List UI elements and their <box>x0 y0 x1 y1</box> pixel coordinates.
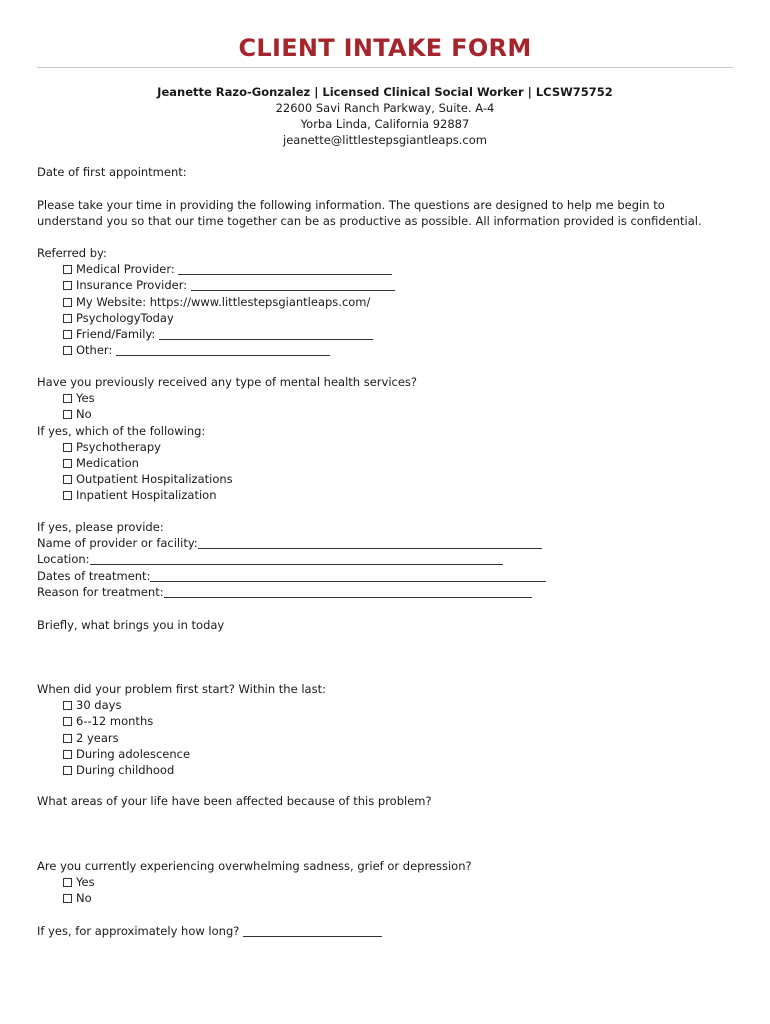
referral-option-website[interactable]: My Website: https://www.littlestepsgiantleaps.com/ <box>37 294 733 310</box>
other-referral-field[interactable] <box>116 343 330 356</box>
checkbox-icon[interactable] <box>63 298 72 307</box>
provider-name-field[interactable] <box>198 536 542 549</box>
intro-paragraph: Please take your time in providing the following information. The questions are designed to help me begin to understand you so that our time together can be as productive as possible. All information provided is confidential. <box>37 198 702 229</box>
checkbox-icon[interactable] <box>63 410 72 419</box>
form-title: CLIENT INTAKE FORM <box>238 34 532 62</box>
checkbox-icon[interactable] <box>63 475 72 484</box>
areas-affected-question: What areas of your life have been affected because of this problem? <box>37 794 432 808</box>
first-appointment-label: Date of first appointment: <box>37 165 187 179</box>
problem-start-6-12-months[interactable]: 6--12 months <box>37 713 733 729</box>
sadness-yes[interactable]: Yes <box>37 874 733 890</box>
reason-for-treatment-field[interactable] <box>164 585 532 598</box>
service-psychotherapy[interactable]: Psychotherapy <box>37 439 733 455</box>
problem-start-adolescence[interactable]: During adolescence <box>37 746 733 762</box>
dates-row: Dates of treatment: <box>37 568 733 584</box>
title-divider <box>37 67 733 68</box>
checkbox-icon[interactable] <box>63 314 72 323</box>
checkbox-icon[interactable] <box>63 701 72 710</box>
checkbox-icon[interactable] <box>63 265 72 274</box>
referral-option-medical[interactable]: Medical Provider: <box>37 261 733 277</box>
checkbox-icon[interactable] <box>63 878 72 887</box>
brings-you-in-question: Briefly, what brings you in today <box>37 618 225 632</box>
clinician-name-line: Jeanette Razo-Gonzalez | Licensed Clinical Social Worker | LCSW75752 <box>157 85 613 99</box>
checkbox-icon[interactable] <box>63 750 72 759</box>
email-line: jeanette@littlestepsgiantleaps.com <box>283 133 487 147</box>
service-inpatient[interactable]: Inpatient Hospitalization <box>37 487 733 503</box>
problem-start-childhood[interactable]: During childhood <box>37 762 733 778</box>
please-provide-label: If yes, please provide: <box>37 520 164 534</box>
problem-start-30-days[interactable]: 30 days <box>37 697 733 713</box>
provider-details-section <box>37 519 733 600</box>
location-field[interactable] <box>90 552 503 565</box>
checkbox-icon[interactable] <box>63 281 72 290</box>
referred-section <box>37 245 733 358</box>
problem-start-question: When did your problem first start? Within the last: <box>37 682 326 696</box>
referral-option-other[interactable]: Other: <box>37 342 733 358</box>
problem-start-2-years[interactable]: 2 years <box>37 730 733 746</box>
previous-services-no[interactable]: No <box>37 406 733 422</box>
checkbox-icon[interactable] <box>63 443 72 452</box>
checkbox-icon[interactable] <box>63 734 72 743</box>
which-services-label: If yes, which of the following: <box>37 423 206 438</box>
location-row: Location: <box>37 551 733 567</box>
medical-provider-field[interactable] <box>178 262 392 275</box>
friend-family-field[interactable] <box>159 327 373 340</box>
checkbox-icon[interactable] <box>63 330 72 339</box>
insurance-provider-field[interactable] <box>191 278 395 291</box>
previous-services-section <box>37 374 733 504</box>
problem-start-section <box>37 681 733 778</box>
checkbox-icon[interactable] <box>63 766 72 775</box>
service-outpatient[interactable]: Outpatient Hospitalizations <box>37 471 733 487</box>
service-medication[interactable]: Medication <box>37 455 733 471</box>
dates-of-treatment-field[interactable] <box>150 569 546 582</box>
checkbox-icon[interactable] <box>63 491 72 500</box>
referral-option-psychologytoday[interactable]: PsychologyToday <box>37 310 733 326</box>
referred-by-label: Referred by: <box>37 246 107 260</box>
previous-services-question: Have you previously received any type of mental health services? <box>37 375 418 389</box>
referral-option-insurance[interactable]: Insurance Provider: <box>37 277 733 293</box>
referral-option-friend[interactable]: Friend/Family: <box>37 326 733 342</box>
provider-name-row: Name of provider or facility: <box>37 535 733 551</box>
sadness-no[interactable]: No <box>37 890 733 906</box>
checkbox-icon[interactable] <box>63 717 72 726</box>
how-long-row: If yes, for approximately how long? <box>37 923 733 939</box>
reason-row: Reason for treatment: <box>37 584 733 600</box>
checkbox-icon[interactable] <box>63 894 72 903</box>
how-long-field[interactable] <box>243 924 382 937</box>
checkbox-icon[interactable] <box>63 394 72 403</box>
checkbox-icon[interactable] <box>63 459 72 468</box>
address-line-1: 22600 Savi Ranch Parkway, Suite. A-4 <box>275 101 495 115</box>
checkbox-icon[interactable] <box>63 346 72 355</box>
sadness-question: Are you currently experiencing overwhelming sadness, grief or depression? <box>37 859 472 873</box>
address-line-2: Yorba Linda, California 92887 <box>300 117 470 131</box>
previous-services-yes[interactable]: Yes <box>37 390 733 406</box>
sadness-section <box>37 858 733 907</box>
